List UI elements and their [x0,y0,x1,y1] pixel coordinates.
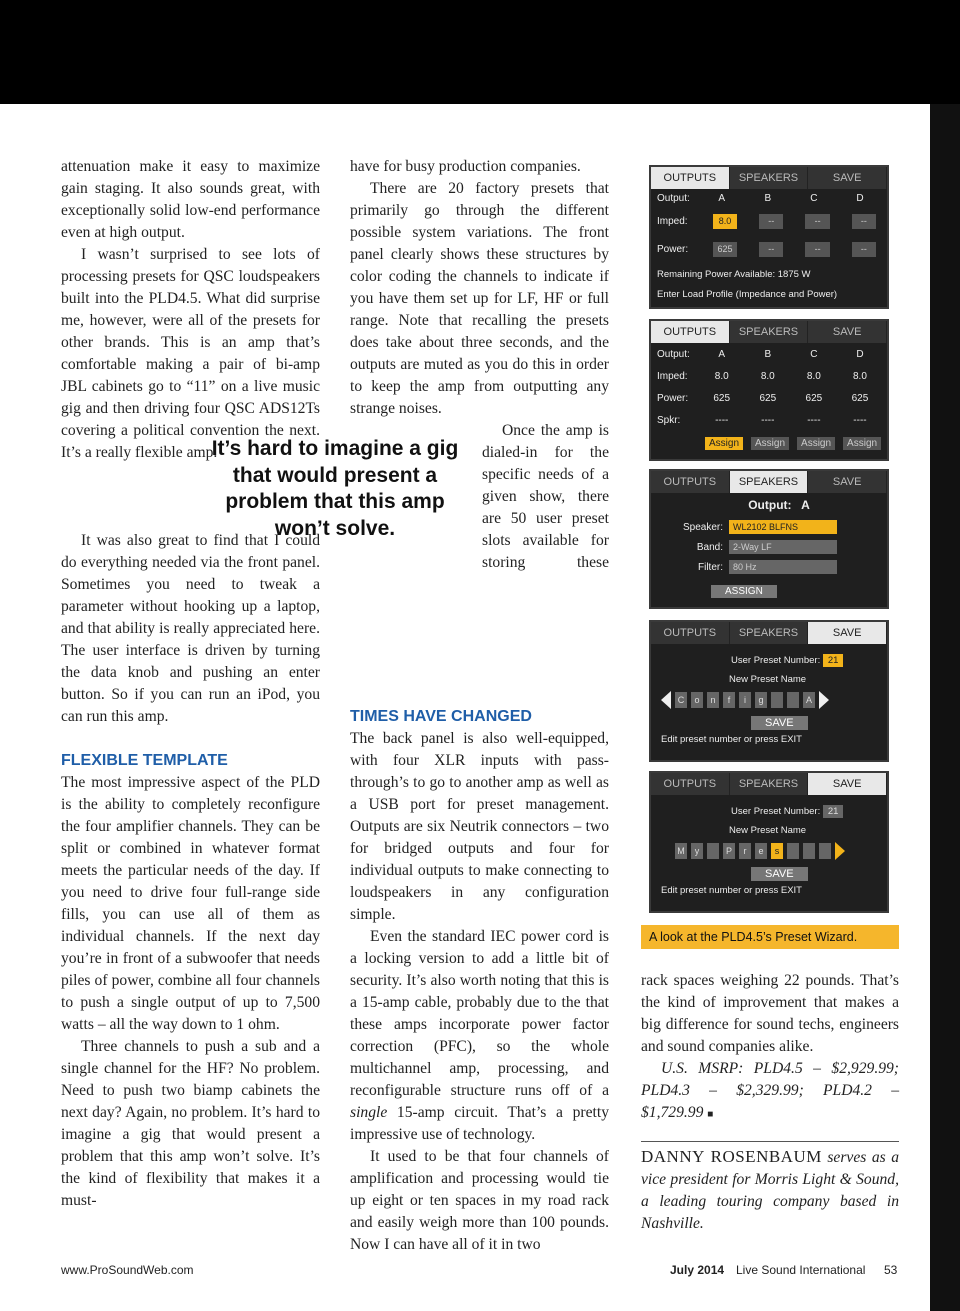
letter-slot [819,843,831,859]
letter-slot: A [803,692,815,708]
imped-a: 8.0 [714,370,729,382]
user-preset-value: 21 [823,654,844,667]
tab-speakers: SPEAKERS [730,471,809,493]
letter-slot [787,692,799,708]
new-preset-name-label: New Preset Name [729,674,807,685]
letter-slot-active: s [771,843,783,859]
spkr-label: Spkr: [657,414,681,426]
tab-save: SAVE [808,167,887,189]
output-label: Output: [657,192,690,204]
col3-p1: rack spaces weighing 22 pounds. That’s the kind of improvement that makes a big difference for sound techs, engineers and sound companies alike. [641,972,899,1055]
spkr-a: ---- [715,414,729,426]
letter-slot [771,692,783,708]
col-d: D [856,192,864,204]
letter-slot: o [691,692,703,708]
column-3 [641,970,899,1126]
letter-slot: g [755,692,767,708]
tab-speakers: SPEAKERS [730,321,809,343]
footer-url: www.ProSoundWeb.com [61,1263,194,1277]
author-bio [641,1146,899,1235]
top-black-band [0,0,960,104]
panel-save-2 [649,771,889,913]
column-2c [350,574,609,1256]
power-a: 625 [713,242,737,257]
enter-load-profile: Enter Load Profile (Impedance and Power) [657,289,838,300]
end-mark-icon: ■ [707,1109,714,1120]
letter-slot: e [755,843,767,859]
power-c: -- [805,242,829,257]
speaker-value: WL2102 BLFNS [729,520,837,534]
letter-slot [707,843,719,859]
letter-slot: f [723,692,735,708]
imped-label: Imped: [657,370,688,382]
letter-slot [787,843,799,859]
tab-save: SAVE [808,622,887,644]
col2-p5a: Even the standard IEC power cord is a locking version to add a little bit of security. It’s also worth noting that this is a 15-amp cable, probably due to the that these amps incorporate power factor correction (PFC), so the whole multichannel amp, processing, and reconfigurable structure runs off of a [350,928,609,1099]
col2-p4: The back panel is also well-equipped, with four XLR inputs with pass-through’s to go to another amp as well as a USB port for preset management. Outputs are six Neutrik connectors – two for bridged outputs and four for individual outputs to make connecting to loudspeakers in any configuration simple. [350,730,609,923]
power-label: Power: [657,392,689,404]
col1-p3: It was also great to find that I could do everything needed via the front panel. Sometimes you need to tweak a parameter without hooking up a laptop, and that ability is really appreciated here. The user interface is driven by turning the data knob and pushing an enter button. So if you can run an iPod, you can run this amp. [61,532,320,725]
panel-outputs-1 [649,165,889,309]
imped-a: 8.0 [713,214,737,229]
footer-date: July 2014 [670,1263,725,1277]
tab-speakers: SPEAKERS [730,622,809,644]
imped-d: -- [852,214,876,229]
imped-label: Imped: [657,215,688,227]
panel-save-1 [649,620,889,762]
letter-slot: M [675,843,687,859]
power-b: 625 [759,392,777,404]
pull-quote: It’s hard to imagine a gig that would present a problem that this amp won’t solve. [211,437,459,540]
panel-speakers [649,469,889,609]
speaker-output-label: Output: [748,498,792,512]
band-label: Band: [696,541,723,553]
col2-p1: have for busy production companies. [350,158,581,175]
band-value: 2-Way LF [729,540,837,554]
author-name: DANNY ROSENBAUM [641,1147,822,1166]
letter-slot: C [675,692,687,708]
times-have-changed-heading: TIMES HAVE CHANGED [350,708,532,725]
power-label: Power: [657,243,689,255]
col-b: B [764,192,772,204]
col1-p1: attenuation make it easy to maximize gain staging. It also sounds great, with exceptionally solid low-end performance even at high output. [61,158,320,241]
tab-speakers: SPEAKERS [730,773,809,795]
assign-button-a: Assign [705,437,743,450]
tab-outputs: OUTPUTS [651,622,730,644]
power-b: -- [759,242,783,257]
filter-label: Filter: [698,561,723,573]
user-preset-label: User Preset Number: [731,806,821,817]
imped-c: -- [805,214,829,229]
letter-slot [803,843,815,859]
imped-d: 8.0 [853,370,867,382]
tab-outputs: OUTPUTS [651,167,730,189]
letter-slot: i [739,692,751,708]
col-a: A [718,192,726,204]
edit-preset-hint: Edit preset number or press EXIT [661,734,802,745]
divider [641,1141,899,1142]
speaker-output-value: A [801,498,810,512]
msrp [641,1058,899,1126]
power-c: 625 [805,392,823,404]
col1-p4: The most impressive aspect of the PLD is the ability to completely reconfigure the four amplifier channels. They can be split or combined in whatever format meets the particular needs of the day. If you need to drive four full-range side fills, you can use all of them as individual channels. If the next day you’re in front of a subwoofer that needs piles of power, combine all four channels to push a single output of up to 7,500 watts – all the way down to 1 ohm. [61,774,320,1033]
column-2b [482,420,609,574]
spkr-c: ---- [807,414,821,426]
msrp-text: U.S. MSRP: PLD4.5 – $2,929.99; PLD4.3 – $2,329.99; PLD4.2 – $1,729.99 [641,1060,899,1121]
user-preset-value: 21 [823,805,844,818]
col-a: A [718,348,726,360]
remaining-power: Remaining Power Available: 1875 W [657,269,811,280]
power-d: -- [852,242,876,257]
output-label: Output: [657,348,690,360]
save-button: SAVE [751,716,808,730]
col2-p6: It used to be that four channels of amplification and processing would tie up eight or ten spaces in my road rack and easily weigh more than 100 pounds. Now I can have all of it in two [350,1148,609,1253]
panel-outputs-2 [649,319,889,461]
footer-magazine: Live Sound International [736,1263,866,1277]
tab-outputs: OUTPUTS [651,471,730,493]
col1-p2: I wasn’t surprised to see lots of processing presets for QSC loudspeakers built into the PLD4.5. What did surprise me, however, were all of the presets for other brands. This is an amp that’s comfortable making a pair of bi-amp JBL cabinets go to “11” on a live music gig and then driving four QSC ADS12Ts covering a political convention the next. It’s a really flexible amp. [61,246,320,461]
tab-speakers: SPEAKERS [730,167,809,189]
right-page-edge [930,104,960,1311]
col2-p3: Once the amp is dialed-in for the specific needs of a given show, there are 50 user preset slots available for storing these [482,422,609,571]
tab-save: SAVE [808,773,887,795]
assign-button-b: Assign [751,437,789,450]
power-d: 625 [851,392,869,404]
column-2 [350,156,609,420]
column-1 [61,156,320,464]
assign-button-d: Assign [843,437,881,450]
spkr-d: ---- [853,414,867,426]
flexible-template-heading: FLEXIBLE TEMPLATE [61,752,228,769]
col1-p5: Three channels to push a sub and a single channel for the HF? No problem. Need to push two biamp cabinets the next day? Again, no problem. It’s hard to imagine a gig that would present a problem that this amp won’t solve. It’s the kind of flexibility that makes it a must- [61,1038,320,1209]
arrow-left-icon [661,691,671,709]
filter-value: 80 Hz [729,560,837,574]
col-d: D [856,348,864,360]
letter-slot: n [707,692,719,708]
speaker-label: Speaker: [682,521,723,533]
assign-button-c: Assign [797,437,835,450]
arrow-right-icon [819,691,829,709]
col-c: C [810,348,818,360]
letter-slot: P [723,843,735,859]
imped-b: -- [759,214,783,229]
spkr-b: ---- [761,414,775,426]
letter-slot: r [739,843,751,859]
col2-p5 [350,926,609,1146]
tab-outputs: OUTPUTS [651,773,730,795]
user-preset-label: User Preset Number: [731,655,821,666]
new-preset-name-label: New Preset Name [729,825,807,836]
figure-caption: A look at the PLD4.5’s Preset Wizard. [641,925,899,949]
column-1b [61,530,320,1212]
tab-outputs: OUTPUTS [651,321,730,343]
imped-c: 8.0 [806,370,821,382]
imped-b: 8.0 [760,370,775,382]
power-a: 625 [713,392,731,404]
col2-p5b: 15-amp circuit. That’s a pretty impressive use of technology. [350,1104,609,1143]
author-bio-text: serves as a vice president for Morris Light & Sound, a leading touring company based in Nashville. [641,1149,900,1232]
col-c: C [810,192,818,204]
tab-save: SAVE [808,471,887,493]
letter-slot: y [691,843,703,859]
arrow-right-icon [835,842,845,860]
assign-button: ASSIGN [711,585,777,598]
save-button: SAVE [751,867,808,881]
edit-preset-hint: Edit preset number or press EXIT [661,885,802,896]
col2-p5-em: single [350,1104,388,1121]
tab-save: SAVE [808,321,887,343]
footer-page-number: 53 [884,1263,898,1277]
col-b: B [764,348,772,360]
col2-p2: There are 20 factory presets that primarily go through the different possible system variations. The front panel clearly shows these structures by color coding the channels to indicate if you have them set up for LF, HF or full range. Note that recalling the presets does take about three seconds, and the outputs are muted as you do this in order to keep the amp from outputting any strange noises. [350,180,609,417]
